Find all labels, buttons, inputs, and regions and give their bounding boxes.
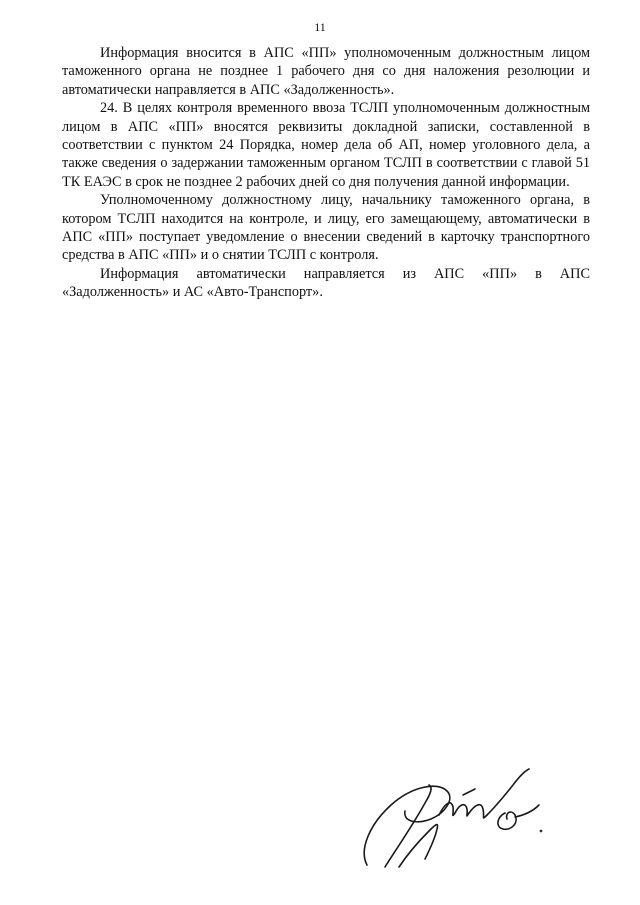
paragraph-line: должностным лицом в АПС «ПП» вносятся реквизиты докладной записки, [62,100,590,135]
paragraph-line: в АПС «Задолженность» и АС «Авто-Транспорт». [62,265,590,301]
paragraph-item-24 [62,99,590,191]
signature-svg [355,755,555,875]
paragraph-notification [62,191,590,265]
paragraph-line: Информация автоматически направляется из АПС «ПП» [100,265,518,282]
paragraph-auto-forward [62,265,590,302]
paragraph-line: в карточку транспортного средства в АПС «ПП» и о снятии ТСЛП с контроля. [62,229,591,264]
handwritten-signature-icon [355,755,555,875]
paragraph-line: таможенного органа не позднее 1 рабочего дня со дня наложения резолюции [62,63,575,80]
paragraph-line: Информация вносится в АПС «ПП» уполномоченным должностным лицом [100,45,590,61]
paragraph-line: автоматически в АПС «ПП» поступает уведомление о внесении сведений [62,210,590,246]
paragraph-line: Уполномоченному должностному лицу, начальнику таможенного органа, [100,192,575,209]
paragraph-line: получения данной информации. [374,173,570,190]
paragraph-line: и автоматически направляется в АПС «Задолженность». [62,63,590,98]
paragraph-line: составленной в соответствии с пунктом 24 Порядка, номер дела об АП, номер [62,118,591,154]
paragraph-information-entry [62,44,590,99]
paragraph-line: 24. В целях контроля временного ввоза ТСЛП уполномоченным [100,100,500,117]
document-body [62,44,590,302]
paragraph-line: в соответствии с главой 51 ТК ЕАЭС в срок не позднее 2 рабочих дней со дня [62,155,591,190]
page-number: 11 [314,20,326,34]
paragraph-line: уголовного дела, а также сведения о задержании таможенным органом ТСЛП [62,137,590,172]
paragraph-line: в котором ТСЛП находится на контроле, и лицу, его замещающему, [62,192,591,227]
